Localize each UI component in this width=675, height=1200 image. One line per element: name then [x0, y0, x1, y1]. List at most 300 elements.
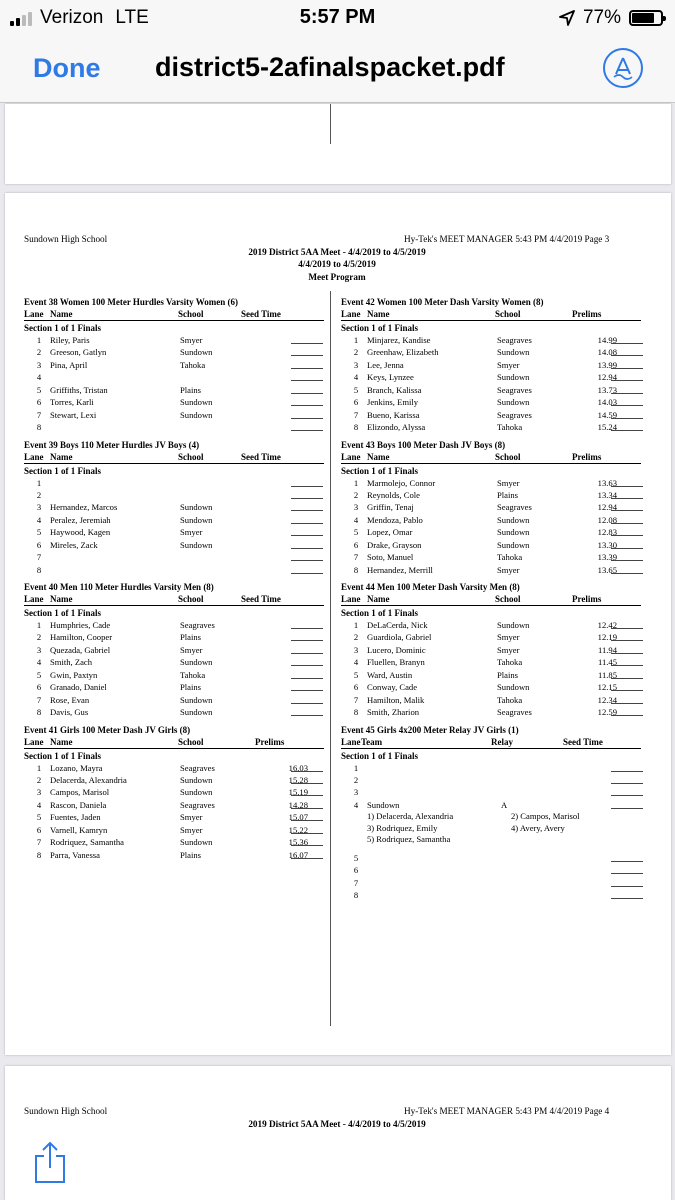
school-name: Tahoka: [497, 694, 523, 705]
athlete-name: DeLaCerda, Nick: [367, 620, 428, 630]
header-value: Prelims: [572, 309, 602, 319]
lane-number: 5: [353, 669, 359, 680]
result-blank-line: [291, 486, 323, 487]
section-label: Section 1 of 1 Finals: [24, 608, 102, 618]
school-name: Seagraves: [180, 620, 215, 630]
lane-number: 5: [36, 384, 42, 395]
result-blank-line: [291, 393, 323, 394]
school-name: Sundown: [497, 347, 530, 358]
lane-number: 1: [353, 762, 359, 773]
result-blank-line: [611, 560, 643, 561]
lane-number: 4: [36, 657, 42, 668]
athlete-name: Humphries, Cade: [50, 620, 111, 630]
table-row: [341, 359, 641, 371]
seed-value: 13.30: [597, 539, 617, 550]
seed-value: 14.28: [288, 799, 308, 810]
lane-number: 3: [353, 787, 359, 798]
header-school: School: [178, 309, 204, 319]
result-blank-line: [291, 368, 323, 369]
result-blank-line: [611, 715, 643, 716]
result-blank-line: [291, 430, 323, 431]
school-name: Smyer: [180, 812, 203, 823]
result-blank-line: [611, 665, 643, 666]
seed-value: 13.65: [597, 564, 617, 575]
lane-number: 6: [353, 539, 359, 550]
lane-number: 5: [36, 669, 42, 680]
event-title: Event 38 Women 100 Meter Hurdles Varsity Women (6): [24, 297, 238, 307]
header-name: Name: [367, 594, 390, 604]
seed-value: 13.99: [597, 359, 617, 370]
athlete-name: Riley, Paris: [50, 335, 90, 345]
lane-number: 2: [36, 347, 42, 358]
header-school: School: [495, 594, 521, 604]
athlete-name: Gwin, Paxtyn: [50, 669, 98, 680]
lane-number: 5: [36, 527, 42, 538]
result-blank-line: [611, 640, 643, 641]
result-blank-line: [611, 886, 643, 887]
lane-number: 7: [353, 552, 359, 563]
location-arrow-icon: [559, 10, 575, 26]
header-school: School: [178, 594, 204, 604]
athlete-name: Minjarez, Kandise: [367, 335, 431, 345]
lane-number: 2: [353, 774, 359, 785]
result-blank-line: [291, 343, 323, 344]
lane-number: 4: [353, 799, 359, 810]
school-name: Plains: [180, 632, 202, 643]
athlete-name: Conway, Cade: [367, 682, 418, 693]
athlete-name: Branch, Kalissa: [367, 384, 422, 395]
lane-number: 1: [36, 762, 42, 773]
table-row: [24, 514, 324, 526]
table-row: [341, 526, 641, 538]
result-blank-line: [291, 795, 323, 796]
share-icon[interactable]: [30, 1140, 70, 1184]
table-row: [341, 551, 641, 563]
section-label: Section 1 of 1 Finals: [341, 750, 419, 761]
table-row: [24, 799, 324, 811]
result-blank-line: [611, 678, 643, 679]
table-row: [341, 889, 641, 901]
school-name: Sundown: [497, 397, 530, 408]
event-title: Event 40 Men 110 Meter Hurdles Varsity Men (8): [24, 582, 214, 592]
header-lane: Lane: [341, 736, 361, 747]
event-block: [341, 440, 641, 577]
lane-number: 4: [36, 514, 42, 525]
result-blank-line: [611, 535, 643, 536]
school-name: Plains: [180, 384, 202, 395]
school-name: Seagraves: [497, 384, 532, 395]
table-row: [24, 396, 324, 408]
school-name: Sundown: [180, 514, 213, 525]
pdf-page-3: [5, 193, 671, 1055]
lane-number: 6: [353, 865, 359, 876]
lane-number: 6: [353, 397, 359, 408]
right-column: [341, 297, 641, 902]
athlete-name: Greenhaw, Elizabeth: [367, 347, 439, 358]
athlete-name: Greeson, Gatlyn: [50, 347, 107, 358]
table-row: [341, 477, 641, 489]
seed-value: 12.19: [597, 632, 617, 643]
lane-number: 8: [353, 707, 359, 718]
seed-value: 13.34: [597, 489, 617, 500]
result-blank-line: [291, 355, 323, 356]
section-label: Section 1 of 1 Finals: [24, 750, 102, 761]
lane-number: 8: [36, 849, 42, 860]
school-name: Sundown: [497, 527, 530, 538]
table-row: [341, 864, 641, 876]
battery-percent: 77%: [582, 7, 621, 28]
result-blank-line: [611, 343, 643, 344]
table-row: [24, 681, 324, 693]
seed-value: 12.15: [597, 682, 617, 693]
table-row: [341, 371, 641, 383]
header-value: Prelims: [572, 451, 602, 462]
relay-runners: [341, 834, 641, 846]
event-block: [341, 297, 641, 434]
header-software: Hy-Tek's MEET MANAGER 5:43 PM 4/4/2019 Page 3: [404, 234, 610, 244]
athlete-name: Parra, Vanessa: [50, 849, 100, 860]
result-blank-line: [291, 690, 323, 691]
athlete-name: Rose, Evan: [50, 694, 90, 705]
table-row: [24, 811, 324, 823]
result-blank-line: [291, 628, 323, 629]
result-blank-line: [291, 523, 323, 524]
table-row: [341, 384, 641, 396]
lane-number: 2: [36, 489, 42, 500]
result-blank-line: [611, 368, 643, 369]
result-blank-line: [291, 808, 323, 809]
header-value: Prelims: [255, 736, 285, 747]
lane-number: 6: [353, 682, 359, 693]
lane-number: 6: [36, 539, 42, 550]
lane-number: 5: [353, 852, 359, 863]
section-label: Section 1 of 1 Finals: [341, 608, 419, 618]
status-bar: [0, 0, 675, 36]
school-name: Sundown: [180, 539, 213, 550]
result-blank-line: [291, 833, 323, 834]
athlete-name: Davis, Gus: [50, 707, 89, 718]
lane-number: 3: [353, 359, 359, 370]
school-name: Tahoka: [497, 552, 523, 563]
lane-number: 8: [353, 564, 359, 575]
school-name: Sundown: [180, 787, 213, 798]
school-name: Plains: [180, 682, 202, 693]
athlete-name: Ward, Austin: [367, 669, 413, 680]
athlete-name: Bueno, Karissa: [367, 409, 420, 420]
result-blank-line: [291, 548, 323, 549]
athlete-name: Marmolejo, Connor: [367, 477, 436, 488]
header-name: Name: [50, 736, 73, 747]
result-blank-line: [611, 795, 643, 796]
table-row: [341, 619, 641, 631]
table-row: [341, 409, 641, 421]
athlete-name: Lopez, Omar: [367, 527, 413, 538]
pdf-page-4: [5, 1066, 671, 1200]
event-title: Event 42 Women 100 Meter Dash Varsity Women (8): [341, 297, 544, 307]
lane-number: 2: [353, 632, 359, 643]
header-lane: Lane: [24, 451, 44, 462]
result-blank-line: [291, 498, 323, 499]
lane-number: 2: [353, 347, 359, 358]
table-row: [24, 359, 324, 371]
table-row: [341, 706, 641, 718]
table-row: [24, 619, 324, 631]
result-blank-line: [611, 523, 643, 524]
seed-value: 11.85: [597, 669, 617, 680]
table-row: [341, 396, 641, 408]
table-row: [24, 669, 324, 681]
column-divider: [330, 291, 331, 1026]
lane-number: 7: [36, 552, 42, 563]
table-row: [341, 799, 641, 811]
table-row: [341, 644, 641, 656]
meet-program-label: Meet Program: [308, 272, 366, 282]
lane-number: 4: [353, 514, 359, 525]
result-blank-line: [611, 393, 643, 394]
table-row: [341, 489, 641, 501]
header-school: School: [178, 736, 204, 747]
seed-value: 14.59: [597, 409, 617, 420]
athlete-name: Hernandez, Merrill: [367, 564, 433, 575]
table-row: [24, 694, 324, 706]
result-blank-line: [611, 573, 643, 574]
lane-number: 1: [353, 477, 359, 488]
table-row: [24, 656, 324, 668]
seed-value: 14.03: [597, 397, 617, 408]
lane-number: 3: [36, 644, 42, 655]
lane-number: 7: [36, 837, 42, 848]
table-row: [341, 346, 641, 358]
lane-number: 6: [36, 682, 42, 693]
lane-number: 1: [36, 335, 42, 345]
school-name: Sundown: [180, 694, 213, 705]
event-title: Event 41 Girls 100 Meter Dash JV Girls (8): [24, 724, 191, 735]
result-blank-line: [611, 771, 643, 772]
result-blank-line: [291, 418, 323, 419]
athlete-name: Hernandez, Marcos: [50, 502, 118, 513]
team-name: Sundown: [367, 799, 400, 810]
result-blank-line: [611, 808, 643, 809]
athlete-name: Quezada, Gabriel: [50, 644, 111, 655]
relay-runners: [341, 823, 641, 835]
result-blank-line: [291, 678, 323, 679]
result-blank-line: [291, 653, 323, 654]
seed-value: 15.28: [288, 774, 308, 785]
table-row: [341, 501, 641, 513]
event-column-header: [341, 451, 641, 464]
lane-number: 5: [353, 527, 359, 538]
table-row: [24, 526, 324, 538]
relay-runner: 4) Avery, Avery: [511, 822, 565, 833]
table-row: [341, 786, 641, 798]
table-row: [24, 409, 324, 421]
result-blank-line: [291, 845, 323, 846]
result-blank-line: [291, 783, 323, 784]
athlete-name: Peralez, Jeremiah: [50, 514, 111, 525]
table-row: [341, 631, 641, 643]
athlete-name: Lucero, Dominic: [367, 644, 426, 655]
column-divider: [330, 104, 331, 144]
athlete-name: Campos, Marisol: [50, 787, 110, 798]
lane-number: 7: [353, 409, 359, 420]
athlete-name: Pina, April: [50, 359, 88, 370]
event-column-header: [24, 736, 324, 749]
result-blank-line: [611, 355, 643, 356]
lane-number: 2: [36, 632, 42, 643]
lane-number: 7: [353, 694, 359, 705]
header-school: School: [495, 309, 521, 319]
school-name: Sundown: [180, 707, 213, 718]
athlete-name: Hamilton, Malik: [367, 694, 425, 705]
seed-value: 15.19: [288, 787, 308, 798]
table-row: [24, 786, 324, 798]
seed-value: 11.45: [597, 657, 617, 668]
athlete-name: Griffiths, Tristan: [50, 384, 108, 395]
header-lane: Lane: [341, 309, 361, 319]
school-name: Sundown: [180, 774, 213, 785]
lane-number: 6: [36, 824, 42, 835]
athlete-name: Soto, Manuel: [367, 552, 414, 563]
pdf-page-previous: [5, 104, 671, 184]
seed-value: 13.39: [597, 552, 617, 563]
event-block: [24, 297, 324, 434]
lane-number: 4: [353, 657, 359, 668]
table-row: [24, 564, 324, 576]
relay-runner: 2) Campos, Marisol: [511, 811, 580, 822]
header-software: Hy-Tek's MEET MANAGER 5:43 PM 4/4/2019 Page 4: [404, 1106, 610, 1116]
school-name: Tahoka: [180, 359, 206, 370]
table-row: [24, 334, 324, 346]
table-row: [341, 774, 641, 786]
event-title: Event 44 Men 100 Meter Dash Varsity Men (8): [341, 582, 520, 592]
result-blank-line: [291, 535, 323, 536]
lane-number: 5: [353, 384, 359, 395]
relay-runner: 3) Rodriquez, Emily: [367, 822, 438, 833]
result-blank-line: [291, 771, 323, 772]
athlete-name: Smith, Zach: [50, 657, 93, 668]
carrier-label: Verizon: [40, 7, 104, 28]
school-name: Plains: [497, 489, 519, 500]
result-blank-line: [611, 486, 643, 487]
header-value: Seed Time: [241, 309, 281, 319]
result-blank-line: [611, 510, 643, 511]
table-row: [24, 762, 324, 774]
lane-number: 2: [36, 774, 42, 785]
lane-number: 8: [353, 890, 359, 901]
lane-number: 5: [36, 812, 42, 823]
lane-number: 7: [36, 409, 42, 420]
seed-value: 14.99: [597, 335, 617, 345]
athlete-name: Lee, Jenna: [367, 359, 404, 370]
school-name: Seagraves: [180, 762, 215, 773]
markup-pen-icon[interactable]: [603, 48, 643, 88]
lane-number: 7: [36, 694, 42, 705]
school-name: Smyer: [180, 644, 203, 655]
document-title: district5-2afinalspacket.pdf: [155, 52, 505, 82]
athlete-name: Torres, Karli: [50, 397, 94, 408]
school-name: Sundown: [497, 620, 530, 630]
event-column-header: [24, 308, 324, 321]
lane-number: 3: [36, 787, 42, 798]
school-name: Plains: [180, 849, 202, 860]
school-name: Smyer: [497, 644, 520, 655]
athlete-name: Smith, Zharion: [367, 707, 420, 718]
school-name: Seagraves: [497, 707, 532, 718]
event-block: [341, 582, 641, 719]
table-row: [24, 551, 324, 563]
lane-number: 8: [36, 564, 42, 575]
school-name: Sundown: [497, 372, 530, 383]
result-blank-line: [291, 380, 323, 381]
header-name: Name: [50, 594, 73, 604]
done-button[interactable]: Done: [33, 53, 101, 83]
header-team: Team: [361, 736, 383, 747]
seed-value: 15.07: [288, 812, 308, 823]
result-blank-line: [611, 873, 643, 874]
result-blank-line: [611, 653, 643, 654]
header-value: Prelims: [572, 594, 602, 604]
seed-value: 12.94: [597, 372, 617, 383]
result-blank-line: [291, 820, 323, 821]
school-name: Sundown: [180, 502, 213, 513]
result-blank-line: [611, 783, 643, 784]
lane-number: 1: [36, 477, 42, 488]
table-row: [341, 334, 641, 346]
table-row: [341, 421, 641, 433]
school-name: Sundown: [180, 657, 213, 668]
seed-value: 14.08: [597, 347, 617, 358]
result-blank-line: [611, 405, 643, 406]
header-lane: Lane: [341, 451, 361, 462]
table-row: [341, 681, 641, 693]
header-lane: Lane: [24, 309, 44, 319]
battery-icon: [629, 10, 663, 26]
result-blank-line: [611, 898, 643, 899]
table-row: [24, 836, 324, 848]
lane-number: 3: [353, 502, 359, 513]
header-name: Name: [367, 309, 390, 319]
seed-value: 11.94: [597, 644, 617, 655]
seed-value: 12.83: [597, 527, 617, 538]
athlete-name: Elizondo, Alyssa: [367, 422, 426, 433]
result-blank-line: [291, 640, 323, 641]
school-name: Tahoka: [497, 422, 523, 433]
lane-number: 8: [353, 422, 359, 433]
lane-number: 3: [353, 644, 359, 655]
result-blank-line: [611, 498, 643, 499]
table-row: [24, 706, 324, 718]
lane-number: 6: [36, 397, 42, 408]
athlete-name: Varnell, Kamryn: [50, 824, 108, 835]
table-row: [24, 501, 324, 513]
school-name: Smyer: [497, 477, 520, 488]
seed-value: 12.42: [597, 620, 617, 630]
athlete-name: Rascon, Daniela: [50, 799, 107, 810]
lane-number: 4: [36, 372, 42, 383]
lane-number: 7: [353, 877, 359, 888]
event-title: Event 39 Boys 110 Meter Hurdles JV Boys (4): [24, 439, 200, 450]
table-row: [341, 564, 641, 576]
section-label: Section 1 of 1 Finals: [341, 323, 419, 333]
athlete-name: Keys, Lynzee: [367, 372, 414, 383]
athlete-name: Rodriquez, Samantha: [50, 837, 124, 848]
result-blank-line: [611, 548, 643, 549]
header-lane: Lane: [24, 736, 44, 747]
school-name: Seagraves: [497, 502, 532, 513]
athlete-name: Mendoza, Pablo: [367, 514, 423, 525]
athlete-name: Jenkins, Emily: [367, 397, 419, 408]
school-name: Sundown: [497, 514, 530, 525]
